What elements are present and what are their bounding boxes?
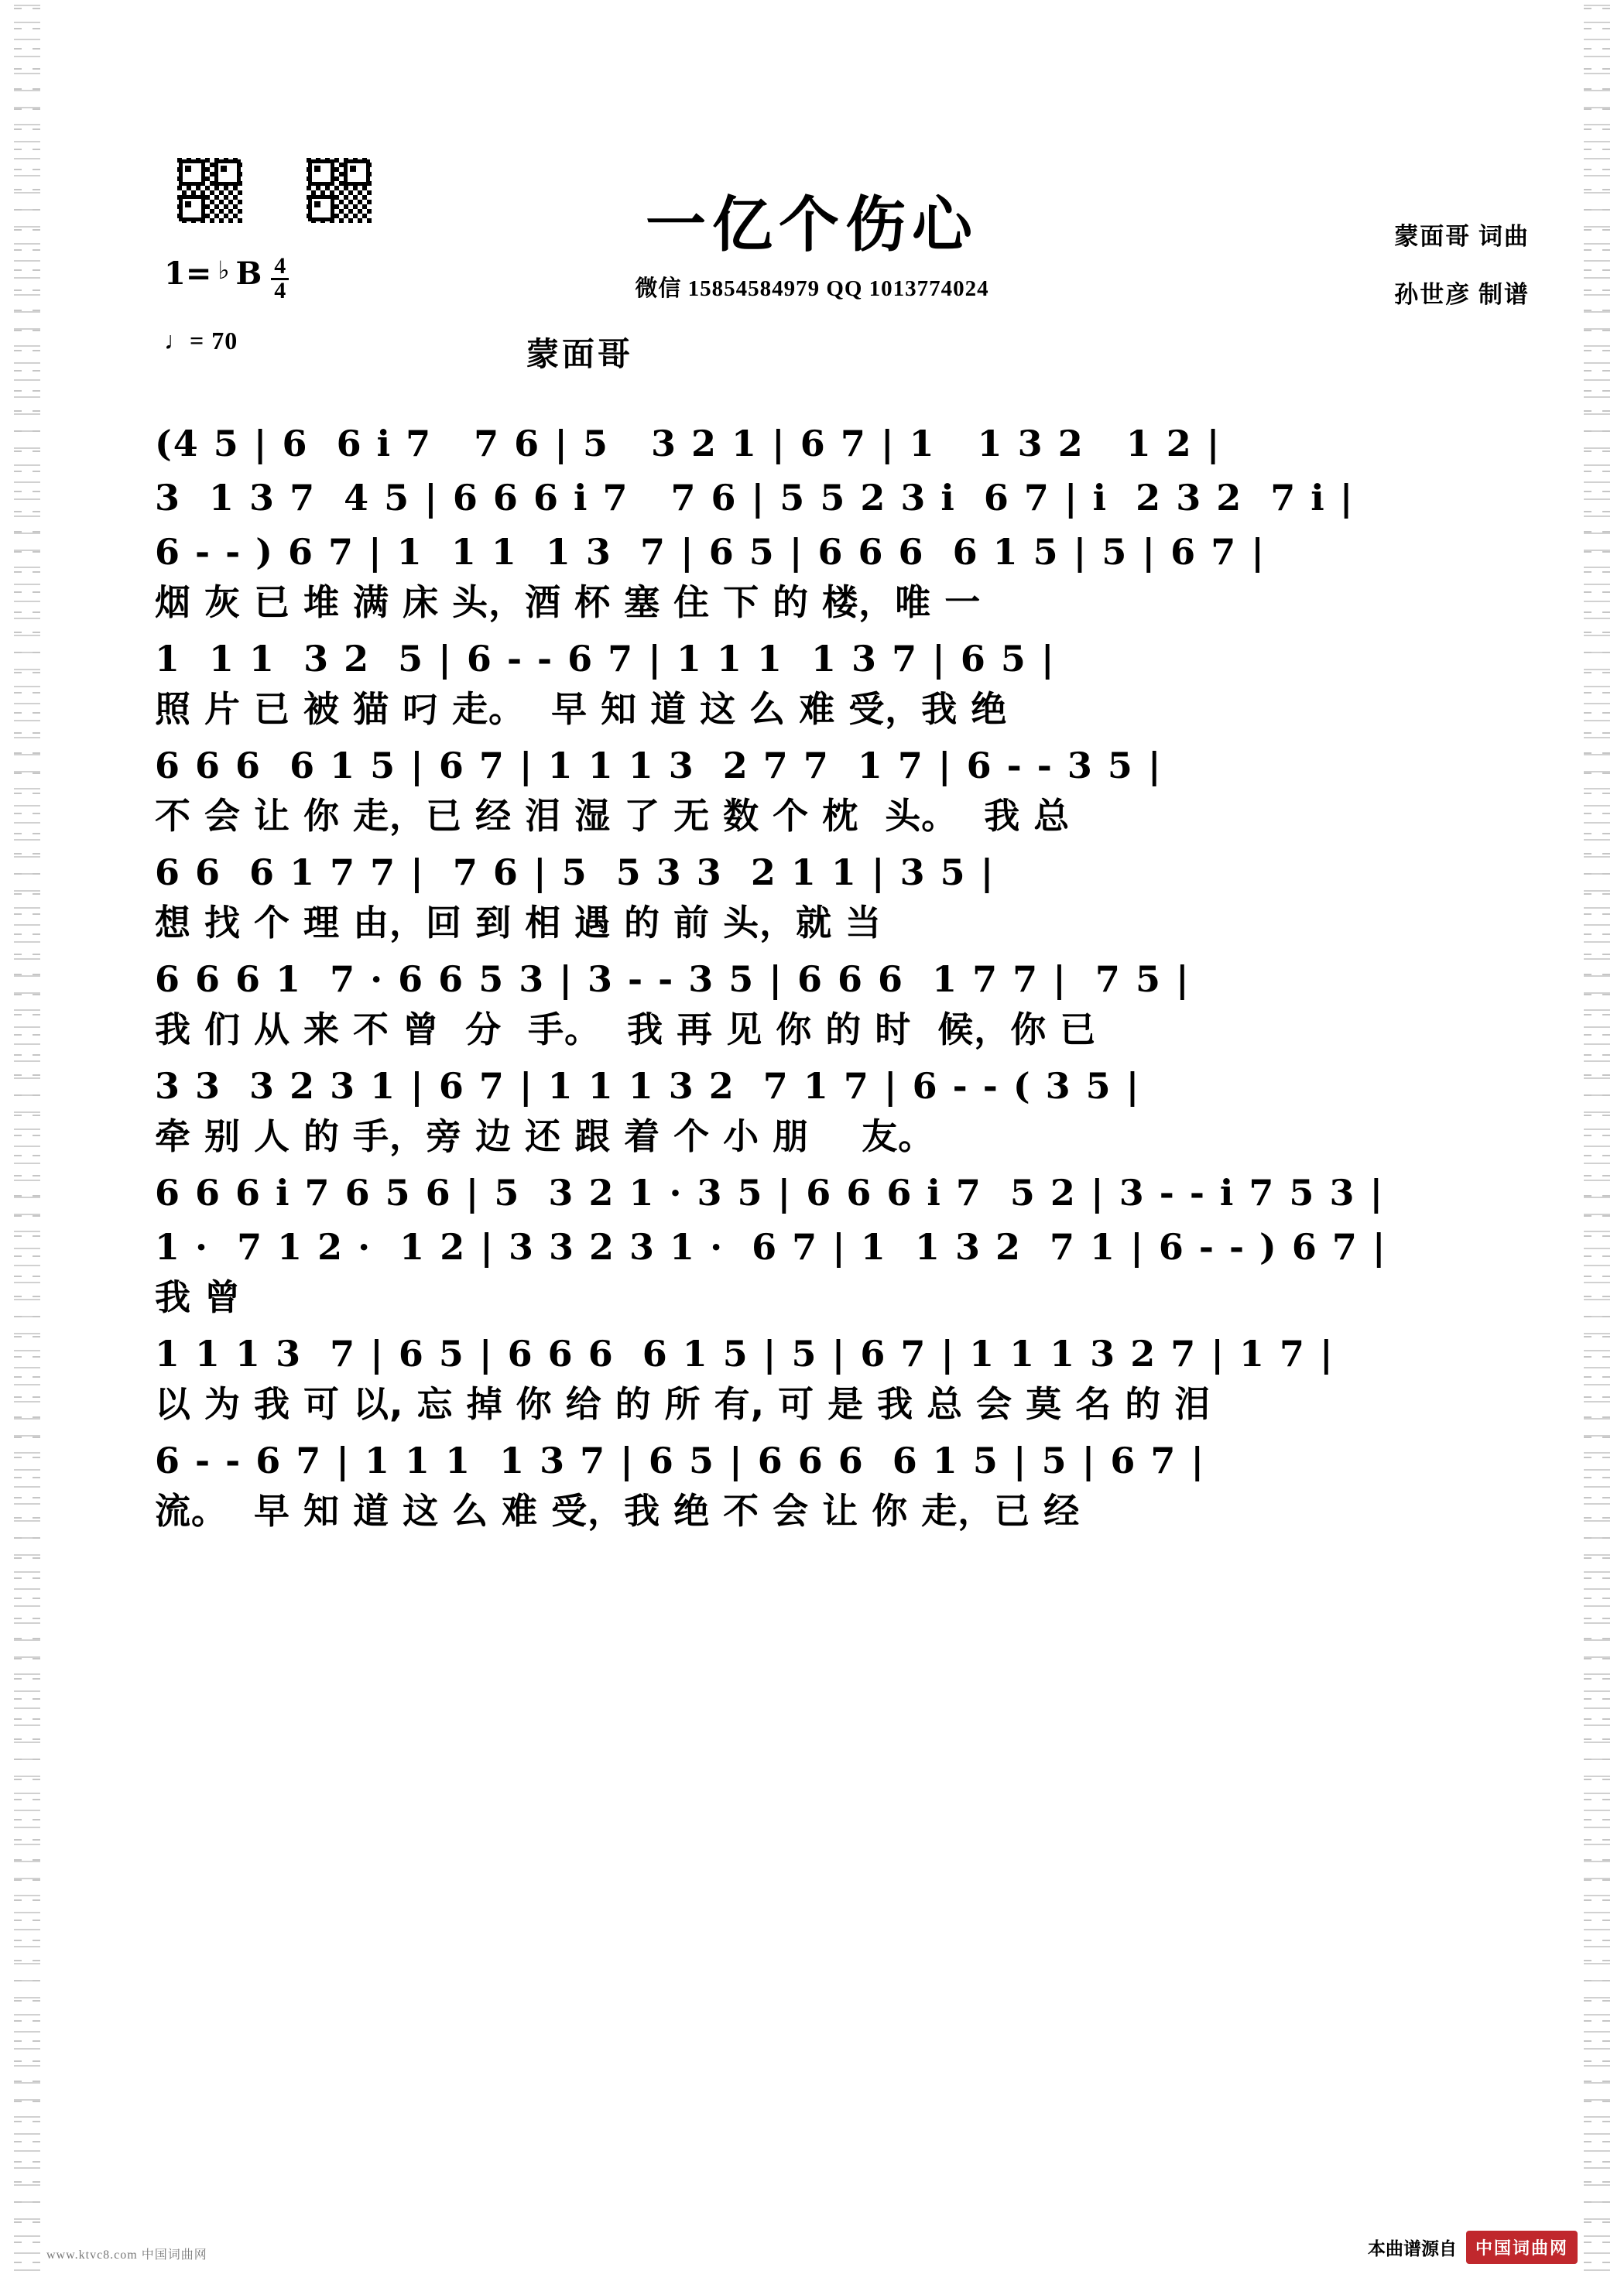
notation-row: 6 - - ) 6 7 | 1 1 1 1 3 7 | 6 5 | 6 6 6 6 1 5 | 5 | 6 7 | bbox=[155, 531, 1266, 573]
lyrics-row: 不 会 让 你 走，已 经 泪 湿 了 无 数 个 枕 头。 我 总 bbox=[155, 795, 1071, 837]
singer-name: 蒙面哥 bbox=[526, 337, 633, 373]
lyrics-row: 以 为 我 可 以, 忘 掉 你 给 的 所 有, 可 是 我 总 会 莫 名 的 泪 bbox=[155, 1383, 1211, 1425]
meter-denominator: 4 bbox=[274, 277, 286, 303]
key-accidental: ♭ bbox=[218, 255, 230, 285]
notation-row: 3 1 3 7 4 5 | 6 6 6 i 7 7 6 | 5 5 2 3 i 6 7 | i 2 3 2 7 i | bbox=[155, 477, 1355, 519]
notation-row: 1 1 1 3 2 5 | 6 - - 6 7 | 1 1 1 1 3 7 | 6 5 | bbox=[155, 638, 1056, 680]
credit-lyrics-music: 蒙面哥 词曲 bbox=[1394, 223, 1530, 250]
notation-row: 1 1 1 3 7 | 6 5 | 6 6 6 6 1 5 | 5 | 6 7 | 1 1 1 3 2 7 | 1 7 | bbox=[155, 1333, 1334, 1375]
key-label: 1= bbox=[164, 255, 212, 292]
credit-transcriber: 孙世彦 制谱 bbox=[1394, 281, 1530, 308]
notation-row: 1 · 7 1 2 · 1 2 | 3 3 2 3 1 · 6 7 | 1 1 3 2 7 1 | 6 - - ) 6 7 | bbox=[155, 1226, 1387, 1268]
notation-row: 6 6 6 1 7 · 6 6 5 3 | 3 - - 3 5 | 6 6 6 1 7 7 | 7 5 | bbox=[155, 958, 1191, 1000]
lyrics-row: 照 片 已 被 猫 叼 走。 早 知 道 这 么 难 受，我 绝 bbox=[155, 688, 1008, 730]
notation-row: (4 5 | 6 6 i 7 7 6 | 5 3 2 1 | 6 7 | 1 1 3 2 1 2 | bbox=[155, 423, 1221, 464]
lyrics-row: 烟 灰 已 堆 满 床 头，酒 杯 塞 住 下 的 楼，唯 一 bbox=[155, 581, 982, 623]
footer-source-label: 本曲谱源自 bbox=[1367, 2239, 1457, 2259]
tempo-marking: ♩= 70 bbox=[164, 327, 238, 354]
notation-row: 6 - - 6 7 | 1 1 1 1 3 7 | 6 5 | 6 6 6 6 1 5 | 5 | 6 7 | bbox=[155, 1440, 1206, 1481]
key-letter: B bbox=[235, 255, 262, 292]
lyrics-row: 想 找 个 理 由，回 到 相 遇 的 前 头，就 当 bbox=[155, 902, 882, 944]
footer-watermark: www.ktvc8.com 中国词曲网 bbox=[46, 2248, 207, 2262]
lyrics-row: 牵 别 人 的 手，旁 边 还 跟 着 个 小 朋 友。 bbox=[155, 1115, 935, 1157]
song-title: 一亿个伤心 bbox=[645, 190, 978, 260]
notation-row: 6 6 6 6 1 5 | 6 7 | 1 1 1 3 2 7 7 1 7 | 6 - - 3 5 | bbox=[155, 745, 1163, 786]
notation-row: 6 6 6 1 7 7 | 7 6 | 5 5 3 3 2 1 1 | 3 5 | bbox=[155, 851, 995, 893]
lyrics-row: 流。 早 知 道 这 么 难 受，我 绝 不 会 让 你 走，已 经 bbox=[155, 1490, 1081, 1532]
brand-badge[interactable]: 中国词曲网 bbox=[1466, 2231, 1578, 2264]
lyrics-row: 我 们 从 来 不 曾 分 手。 我 再 见 你 的 时 候，你 已 bbox=[155, 1009, 1097, 1050]
contact-info: 微信 15854584979 QQ 1013774024 bbox=[635, 276, 989, 301]
notation-row: 6 6 6 i 7 6 5 6 | 5 3 2 1 · 3 5 | 6 6 6 i 7 5 2 | 3 - - i 7 5 3 | bbox=[155, 1172, 1385, 1214]
meter-numerator: 4 bbox=[271, 255, 289, 280]
lyrics-row-right: 我 曾 bbox=[155, 1276, 242, 1318]
footer-source bbox=[1368, 2231, 1578, 2264]
key-signature bbox=[164, 255, 289, 302]
time-signature bbox=[271, 255, 289, 302]
music-body bbox=[155, 410, 1477, 1545]
notation-row: 3 3 3 2 3 1 | 6 7 | 1 1 1 3 2 7 1 7 | 6 - - ( 3 5 | bbox=[155, 1065, 1141, 1107]
